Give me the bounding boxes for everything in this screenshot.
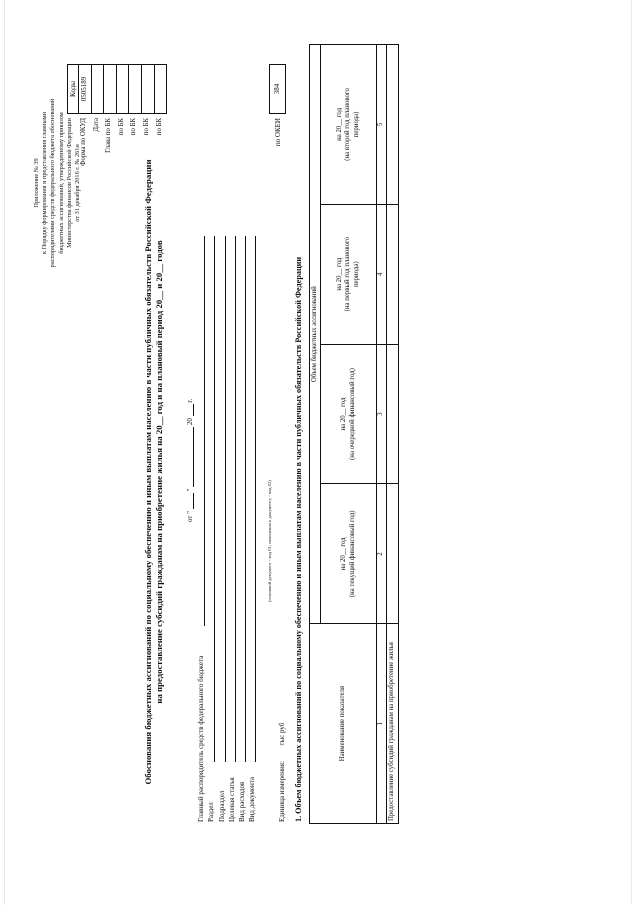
value-cell[interactable] — [387, 204, 399, 344]
appendix-line: бюджетных ассигнований, утвержденному приказом — [57, 112, 65, 254]
value-cell[interactable] — [387, 344, 399, 484]
value-cell[interactable] — [387, 484, 399, 624]
header-field-label: Вид расходов — [238, 781, 247, 822]
date-month-blank[interactable] — [185, 427, 194, 487]
appendix-line: распорядителями средств федерального бюджета обоснований — [49, 98, 57, 268]
chapter-code-cell[interactable] — [104, 65, 117, 113]
form-title — [143, 122, 165, 822]
bk-label: по БК — [142, 118, 150, 136]
year-header-next — [321, 344, 377, 484]
bk-label: по БК — [117, 118, 125, 136]
date-year-prefix: 20 — [186, 418, 194, 426]
column-number: 3 — [377, 344, 387, 484]
appendix-line: Министерства финансов Российской Федерации — [65, 118, 73, 248]
header-field-label: Главный распорядитель средств федерального бюджета — [197, 655, 205, 822]
header-field-row — [247, 142, 257, 822]
date-label: Дата — [92, 118, 100, 132]
document-type-note: (основной документ - код 01; изменения к документу - код 02) — [267, 480, 272, 602]
column-number: 5 — [377, 45, 387, 205]
year-header-line: (на второй год планового — [344, 88, 352, 161]
bk-label: по БК — [130, 118, 138, 136]
target-code-cell[interactable] — [142, 65, 155, 113]
year-header-line: на 20__ год — [339, 537, 347, 571]
header-field-label: Раздел — [207, 802, 216, 822]
header-field-input[interactable] — [214, 236, 215, 762]
date-year-blank[interactable] — [185, 404, 194, 416]
column-number-row — [377, 45, 387, 824]
header-field-row — [217, 142, 227, 822]
header-field-input[interactable] — [255, 236, 256, 762]
year-header-line: (на первый год планового — [344, 237, 352, 312]
appendix-line: Приложение № 39 — [33, 158, 40, 208]
scan-edge-right — [631, 0, 632, 905]
unit-row — [278, 723, 286, 822]
header-field-row — [227, 142, 237, 822]
expense-code-cell[interactable] — [155, 65, 167, 113]
row-name-housing-subsidies: Предоставление субсидий гражданам на приобретение жилья — [387, 624, 399, 824]
date-suffix: г. — [186, 398, 194, 403]
column-number: 2 — [377, 484, 387, 624]
value-cell[interactable] — [387, 45, 399, 205]
year-header-line: (на текущий финансовый год) — [348, 510, 356, 598]
form-title-line-1: Обоснования бюджетных ассигнований по социальному обеспечению и иным выплатам населению в части публичных обязательств Российской Федерации — [143, 159, 153, 785]
year-header-line: на 20__ год — [335, 107, 343, 141]
header-field-row — [206, 142, 216, 822]
rotated-form-sheet — [33, 12, 608, 852]
header-field-label: Целевая статья — [227, 777, 236, 822]
date-mid: " — [186, 488, 194, 492]
scan-edge-left — [4, 0, 5, 905]
chapter-bk-label: Глава по БК — [105, 118, 113, 153]
form-title-line-2: на предоставление субсидий гражданам на приобретение жилья на 20__ год и на плановый период 20__ и 20__ годов — [154, 240, 164, 704]
header-field-input[interactable] — [235, 236, 236, 762]
header-field-row — [196, 142, 206, 822]
header-field-input[interactable] — [225, 236, 226, 762]
header-field-label: Подраздел — [217, 790, 226, 822]
appendix-line: к Порядку формирования и представления главными — [41, 111, 49, 255]
section-code-cell[interactable] — [117, 65, 130, 113]
budget-volume-header: Объем бюджетных ассигнований — [310, 45, 321, 624]
indicator-name-header: Наименование показателя — [310, 624, 377, 824]
bk-label: по БК — [155, 118, 163, 136]
document-date-line — [185, 399, 194, 522]
date-day-blank[interactable] — [185, 493, 194, 509]
unit-label: Единица измерения: — [278, 761, 286, 822]
subsection-code-cell[interactable] — [129, 65, 142, 113]
column-number: 4 — [377, 204, 387, 344]
year-header-line: (на очередной финансовый год) — [348, 368, 356, 460]
okud-label: Форма по ОКУД — [80, 118, 87, 166]
year-header-plan-1 — [321, 204, 377, 344]
date-prefix: от " — [186, 510, 194, 522]
year-header-line: периода) — [352, 111, 360, 138]
appendix-line: от 31 декабря 2016 г. № 261н — [74, 144, 82, 222]
header-field-row — [237, 142, 247, 822]
table-row — [387, 45, 399, 824]
header-field-input[interactable] — [245, 236, 246, 762]
unit-value: тыс руб — [278, 722, 286, 746]
header-field-input[interactable] — [204, 236, 205, 626]
header-fields — [196, 142, 258, 822]
date-code-cell[interactable] — [92, 65, 105, 113]
section-1-title: 1. Объем бюджетных ассигнований по социальному обеспечению и иным выплатам населению в части публичных обязательств Российской Федерации — [294, 256, 303, 822]
budget-table — [309, 44, 399, 824]
okud-code-cell[interactable]: 0505189 — [79, 65, 92, 113]
codes-header: Коды — [67, 64, 78, 114]
okei-code-cell[interactable]: 384 — [269, 64, 286, 114]
column-number: 1 — [377, 624, 387, 824]
table-header-row — [310, 45, 321, 824]
codes-box — [78, 64, 167, 114]
year-header-line: периода) — [352, 261, 360, 288]
header-field-label: Вид документа — [248, 776, 257, 822]
okei-label: по ОКЕИ — [274, 118, 282, 147]
year-header-line: на 20__ год — [335, 257, 343, 291]
year-header-plan-2 — [321, 45, 377, 205]
codes-labels — [78, 118, 166, 212]
year-header-line: на 20__ год — [339, 397, 347, 431]
year-header-current — [321, 484, 377, 624]
